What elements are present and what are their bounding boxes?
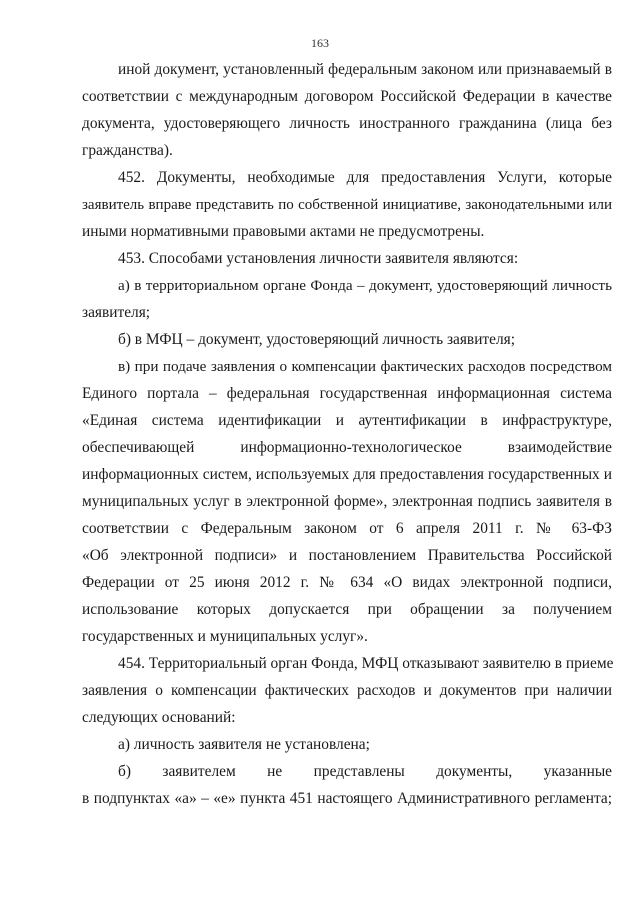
text-line: заявителя; — [82, 304, 151, 321]
page-number: 163 — [311, 36, 329, 50]
text-line: иной документ, установленный федеральным законом или признаваемый в — [118, 61, 612, 78]
text-line: б) заявителем не представлены документы, указанные — [118, 763, 612, 780]
text-line: информационных систем, используемых для предоставления государственных и — [82, 466, 612, 483]
text-line: в) при подаче заявления о компенсации фактических расходов посредством — [118, 358, 612, 375]
text-line: гражданства). — [82, 142, 173, 159]
text-line: 453. Способами установления личности заявителя являются: — [118, 250, 519, 267]
text-line: а) в территориальном органе Фонда – документ, удостоверяющий личность — [118, 277, 612, 294]
text-line: обеспечивающей информационно-технологическое взаимодействие — [82, 439, 612, 456]
text-line: Федерации от 25 июня 2012 г. № 634 «О видах электронной подписи, — [82, 574, 612, 591]
text-line: государственных и муниципальных услуг». — [82, 628, 368, 645]
text-line: заявления о компенсации фактических расходов и документов при наличии — [82, 682, 612, 699]
text-line: а) личность заявителя не установлена; — [118, 736, 370, 753]
text-line: «Единая система идентификации и аутентификации в инфраструктуре, — [82, 412, 612, 429]
text-line: 454. Территориальный орган Фонда, МФЦ отказывают заявителю в приеме — [118, 655, 614, 672]
text-line: Единого портала – федеральная государственная информационная система — [82, 385, 612, 402]
text-line: заявитель вправе представить по собственной инициативе, законодательными или — [82, 197, 612, 213]
text-line: 452. Документы, необходимые для предоставления Услуги, которые — [118, 169, 612, 186]
text-line: иными нормативными правовыми актами не предусмотрены. — [82, 223, 485, 240]
text-line: документа, удостоверяющего личность иностранного гражданина (лица без — [82, 115, 612, 132]
text-line: соответствии с Федеральным законом от 6 апреля 2011 г. № 63-ФЗ — [82, 520, 612, 537]
text-line: соответствии с международным договором Российской Федерации в качестве — [82, 88, 612, 105]
text-line: использование которых допускается при обращении за получением — [82, 601, 612, 618]
text-line: муниципальных услуг в электронной форме», электронная подпись заявителя в — [82, 493, 612, 510]
text-line: «Об электронной подписи» и постановлением Правительства Российской — [82, 547, 612, 564]
text-line: следующих оснований: — [82, 709, 236, 726]
text-line: в подпунктах «а» – «е» пункта 451 настоящего Административного регламента; — [82, 790, 612, 807]
text-line: б) в МФЦ – документ, удостоверяющий личность заявителя; — [118, 331, 516, 348]
